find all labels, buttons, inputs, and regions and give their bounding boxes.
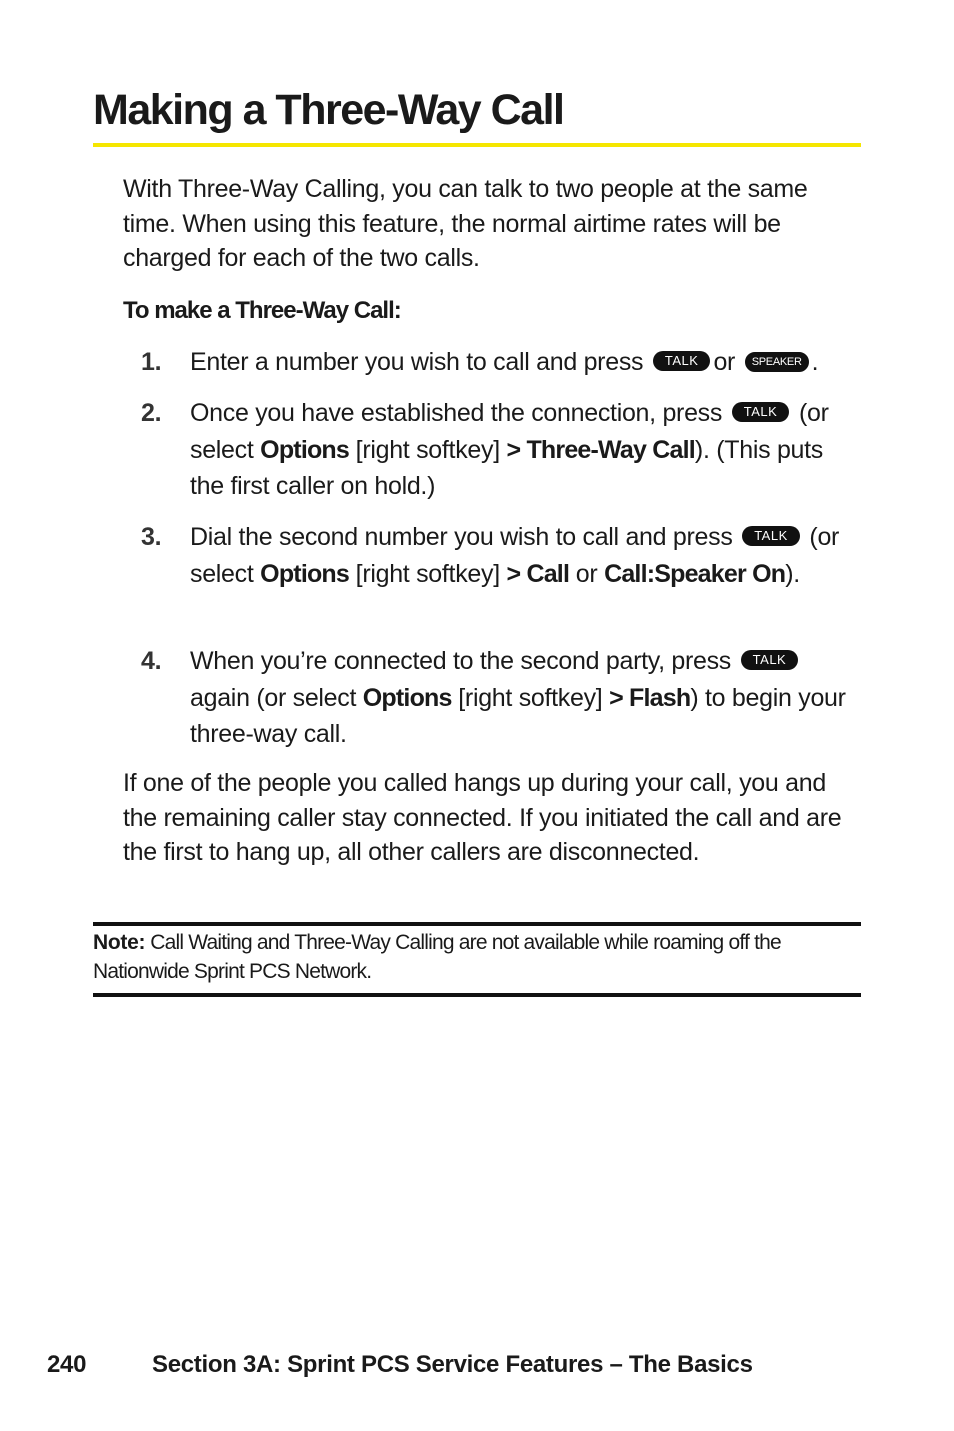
menu-option: > Call xyxy=(506,559,570,588)
menu-option: Call:Speaker On xyxy=(604,559,786,588)
step-number: 1. xyxy=(141,348,162,376)
procedure-heading: To make a Three-Way Call: xyxy=(123,297,401,324)
step-text: Enter a number you wish to call and press TALK or SPEAKER . xyxy=(190,348,819,376)
page-number: 240 xyxy=(47,1351,87,1378)
menu-option: Options xyxy=(260,435,350,464)
menu-option: > Three-Way Call xyxy=(506,435,695,464)
title-underline xyxy=(93,143,861,147)
outro-paragraph: If one of the people you called hangs up during your call, you and the remaining caller stay connected. If you initiated the call and are the first to hang up, all other callers are disconnected. xyxy=(123,769,842,866)
section-title: Section 3A: Sprint PCS Service Features – The Basics xyxy=(152,1351,753,1378)
talk-key-icon: TALK xyxy=(653,351,711,371)
note-top-rule xyxy=(93,922,861,926)
step-number: 3. xyxy=(141,523,162,551)
note-label: Note: xyxy=(93,931,146,954)
step-text: When you’re connected to the second party, press TALK again (or select Options [right softkey] > Flash) to begin your three-way call. xyxy=(190,647,846,748)
menu-option: > Flash xyxy=(609,683,691,712)
menu-option: Options xyxy=(260,559,350,588)
note-box xyxy=(93,928,863,986)
step-number: 4. xyxy=(141,647,162,675)
step-text: Once you have established the connection, press TALK (or select Options [right softkey] > Three-Way Call). (This puts the first caller on hold.) xyxy=(190,399,829,500)
step-text: Dial the second number you wish to call and press TALK (or select Options [right softkey] > Call or Call:Speaker On). xyxy=(190,523,840,588)
speaker-key-icon: SPEAKER xyxy=(745,352,809,372)
talk-key-icon: TALK xyxy=(742,526,800,546)
talk-key-icon: TALK xyxy=(732,402,790,422)
note-bottom-rule xyxy=(93,993,861,997)
page-title: Making a Three-Way Call xyxy=(93,86,564,134)
menu-option: Options xyxy=(362,683,452,712)
intro-paragraph: With Three-Way Calling, you can talk to two people at the same time. When using this feature, the normal airtime rates will be charged for each of the two calls. xyxy=(123,175,808,272)
step-number: 2. xyxy=(141,399,162,427)
talk-key-icon: TALK xyxy=(741,650,799,670)
note-text: Call Waiting and Three-Way Calling are not available while roaming off the Nationwide Sprint PCS Network. xyxy=(93,931,781,983)
